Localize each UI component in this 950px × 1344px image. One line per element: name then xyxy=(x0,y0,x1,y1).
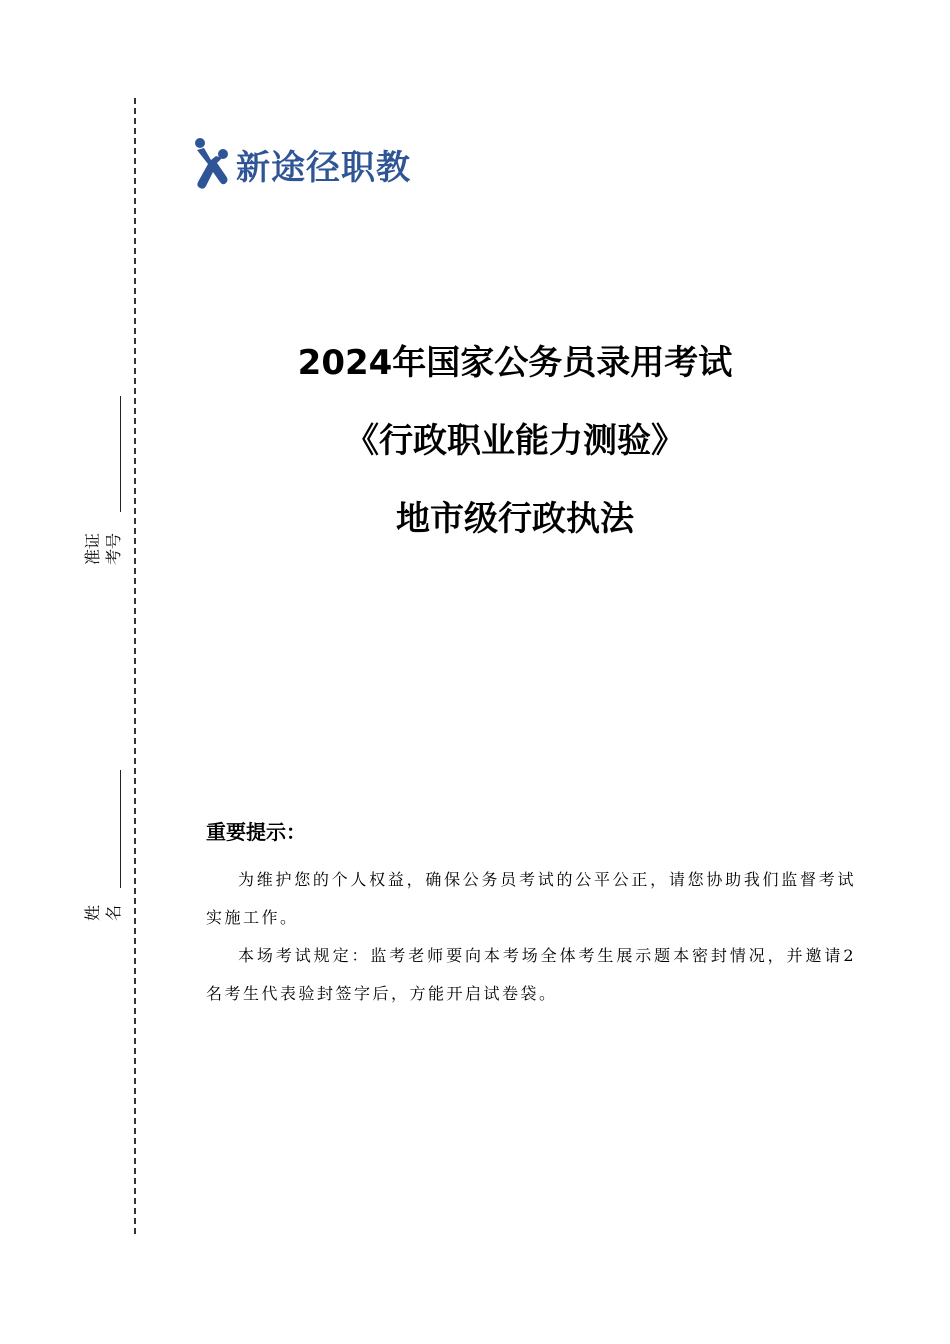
notice-paragraph-1: 为维护您的个人权益，确保公务员考试的公平公正，请您协助我们监督考试实施工作。 xyxy=(206,870,856,927)
ticket-number-field xyxy=(78,396,130,586)
name-label: 姓 名 xyxy=(83,905,123,922)
name-underline xyxy=(120,770,121,888)
exam-title-line-3: 地市级行政执法 xyxy=(396,499,634,539)
exam-title-line-1: 2024年国家公务员录用考试 xyxy=(297,343,733,383)
notice-heading: 重要提示： xyxy=(206,820,306,844)
brand-name: 新途径职教 xyxy=(236,147,411,188)
ticket-number-underline xyxy=(120,396,121,512)
brand-logo xyxy=(194,136,411,192)
important-notice xyxy=(206,816,856,1013)
notice-paragraph-2: 本场考试规定：监考老师要向本考场全体考生展示题本密封情况，并邀请2名考生代表验封签字后，方能开启试卷袋。 xyxy=(206,946,856,1003)
binding-dashed-line xyxy=(134,98,136,1234)
exam-title-line-2: 《行政职业能力测验》 xyxy=(345,421,685,461)
name-field xyxy=(78,770,130,940)
ticket-number-label: 准证 考号 xyxy=(83,533,123,566)
x-figure-logo-icon xyxy=(194,136,230,192)
exam-title-block xyxy=(150,332,880,566)
